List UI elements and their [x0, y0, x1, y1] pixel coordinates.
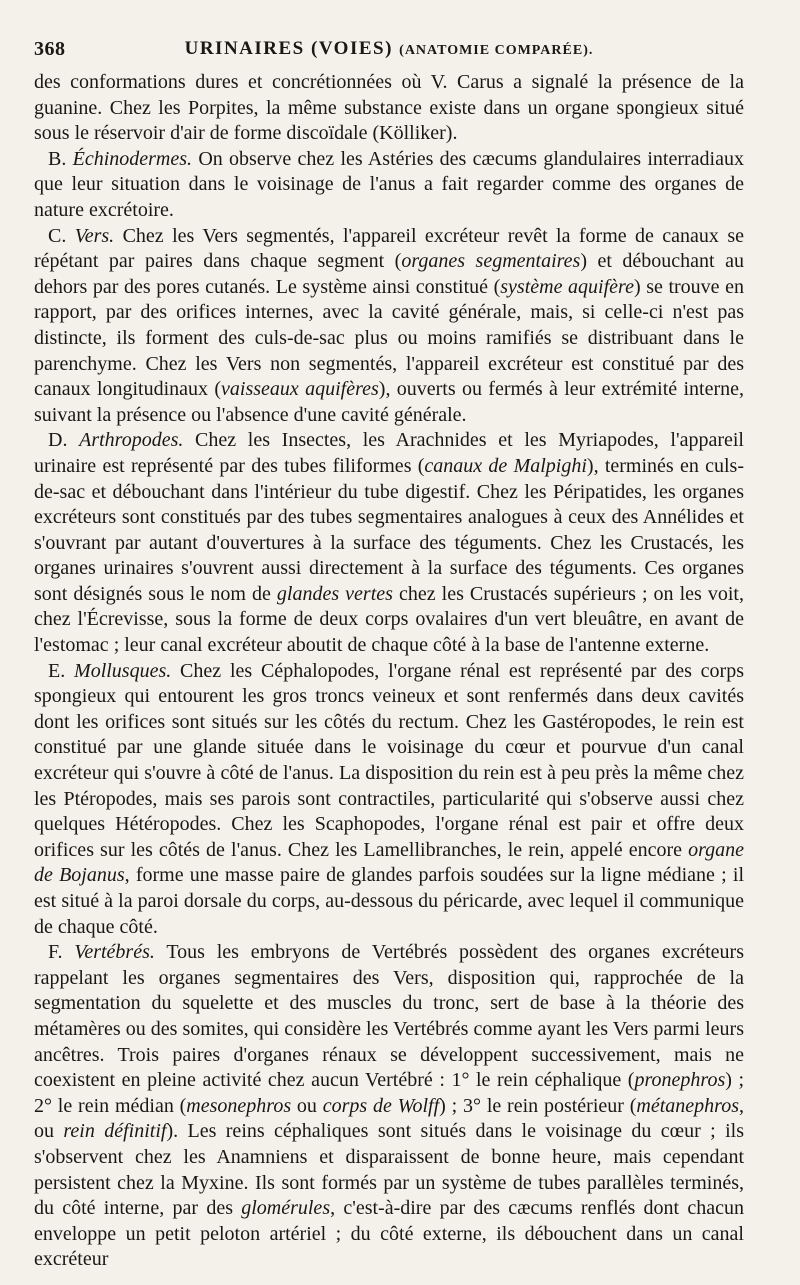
italic-text: rein définitif: [63, 1120, 167, 1143]
italic-text: Mollusques.: [74, 659, 172, 682]
running-title: [34, 38, 744, 60]
italic-text: glomérules: [241, 1197, 331, 1220]
paragraph-section: [34, 940, 744, 1273]
italic-text: pronephros: [634, 1069, 726, 1092]
text-run: Chez les Insectes, les Arachnides et les Myriapodes, l'appareil urinaire est représenté par des tubes filiformes (: [34, 429, 744, 477]
text-run: F.: [48, 941, 75, 964]
italic-text: mesonephros: [186, 1094, 292, 1117]
italic-text: Échinodermes.: [72, 147, 193, 170]
text-run: ) ; 3° le rein postérieur (: [439, 1094, 637, 1117]
text-run: ). Les reins céphaliques sont situés dans le voisinage du cœur ; ils s'observent chez les Anamniens et disparaissent de bonne heure, mais cependant persistent chez la Myxine. Ils sont formés par un système de tubes parallèles terminés, du côté interne, par des: [34, 1120, 744, 1220]
italic-text: organes segmentaires: [401, 250, 581, 273]
text-run: , forme une masse paire de glandes parfois soudées sur la ligne médiane ; il est situé à la paroi dorsale du corps, au-dessous du péricarde, avec lequel il communique de chaque côté.: [34, 864, 744, 938]
text-run: ) ; 2° le rein médian (: [34, 1069, 745, 1117]
paragraph-continued: [34, 70, 744, 147]
text-run: D.: [48, 429, 80, 452]
paragraph-section: [34, 147, 744, 224]
page-number: 368: [34, 38, 66, 60]
italic-text: corps de Wolff: [322, 1094, 440, 1117]
italic-text: vaisseaux aquifères: [221, 378, 379, 401]
italic-text: organe de Bojanus: [34, 838, 744, 887]
text-run: C.: [48, 224, 75, 247]
body-text: [34, 70, 744, 1273]
italic-text: métanephros: [636, 1094, 739, 1117]
text-run: Chez les Vers segmentés, l'appareil excréteur revêt la forme de canaux se répétant par paires dans chaque segment (: [34, 224, 744, 273]
text-run: ), ouverts ou fermés à leur extrémité interne, suivant la présence ou l'absence d'une cavité générale.: [34, 378, 744, 426]
italic-text: Vers.: [74, 224, 115, 247]
paragraph-section: [34, 659, 744, 941]
text-run: On observe chez les Astéries des cæcums glandulaires interradiaux que leur situation dans le voisinage de l'anus a fait regarder comme des organes de nature excrétoire.: [34, 147, 744, 221]
paragraph-section: [34, 224, 744, 429]
italic-text: canaux de Malpighi: [424, 454, 587, 477]
running-title-main: URINAIRES (VOIES): [184, 38, 393, 59]
text-run: Tous les embryons de Vertébrés possèdent des organes excréteurs rappelant les organes segmentaires des Vers, disposition qui, rapprochée de la segmentation du squelette et des muscles du tronc, sert de base à la théorie des métamères ou des somites, qui considère les Vertébrés comme ayant les Vers parmi leurs ancêtres. Trois paires d'organes rénaux se développent successivement, mais ne coexistent en pleine activité chez aucun Vertébré : 1° le rein céphalique (: [34, 941, 744, 1092]
text-run: , c'est-à-dire par des cæcums renflés dont chacun enveloppe un petit peloton artériel ; du côté externe, ils débouchent dans un canal excréteur: [34, 1197, 744, 1271]
running-title-subtitle: (ANATOMIE COMPARÉE).: [399, 43, 594, 58]
paragraph-section: [34, 428, 744, 658]
text-run: E.: [48, 659, 75, 682]
text-run: ) se trouve en rapport, par des orifices internes, avec la cavité générale, mais, si celle-ci n'est pas distincte, ils forment des culs-de-sac plus ou moins ramifiés se distribuant dans le parenchyme. Chez les Vers non segmentés, l'appareil excréteur est constitué par des canaux longitudinaux (: [34, 275, 745, 401]
text-run: ), terminés en culs-de-sac et débouchant dans l'intérieur du tube digestif. Chez les Péripatides, les organes excréteurs sont constitués par des tubes segmentaires analogues à ceux des Annélides et s'ouvrant par autant d'ouvertures à la surface des téguments. Chez les Crustacés, les organes urinaires s'ouvrent aussi directement à la surface des téguments. Ces organes sont désignés sous le nom de: [34, 454, 744, 605]
italic-text: Vertébrés.: [74, 941, 155, 964]
text-run: B.: [48, 147, 73, 170]
text-run: ou: [291, 1094, 323, 1117]
italic-text: glandes vertes: [276, 582, 393, 605]
text-run: des conformations dures et concrétionnées où V. Carus a signalé la présence de la guanine. Chez les Porpites, la même substance existe dans un organe spongieux situé sous le réservoir d'air de forme discoïdale (Kölliker).: [34, 71, 744, 145]
text-run: chez les Crustacés supérieurs ; on les voit, chez l'Écrevisse, sous la forme de deux corps ovalaires d'un vert bleuâtre, en avant de l'estomac ; leur canal excréteur aboutit de chaque côté à la base de l'antenne externe.: [34, 582, 744, 657]
page-header: [34, 34, 744, 64]
text-run: , ou: [34, 1094, 744, 1143]
italic-text: Arthropodes.: [79, 429, 184, 452]
text-run: ) et débouchant au dehors par des pores cutanés. Le système ainsi constitué (: [34, 250, 744, 298]
italic-text: système aquifère: [500, 275, 634, 298]
text-run: Chez les Céphalopodes, l'organe rénal est représenté par des corps spongieux qui entourent les gros troncs veineux et sont renfermés dans deux cavités dont les orifices sont situés sur les côtés du rectum. Chez les Gastéropodes, le rein est constitué par une glande située dans le voisinage du cœur et pourvue d'un canal excréteur qui s'ouvre à côté de l'anus. La disposition du rein est à peu près la même chez les Ptéropodes, mais ses parois sont contractiles, particularité qui s'observe aussi chez quelques Hétéropodes. Chez les Scaphopodes, l'organe rénal est pair et offre deux orifices sur les côtés de l'anus. Chez les Lamellibranches, le rein, appelé encore: [34, 659, 744, 861]
